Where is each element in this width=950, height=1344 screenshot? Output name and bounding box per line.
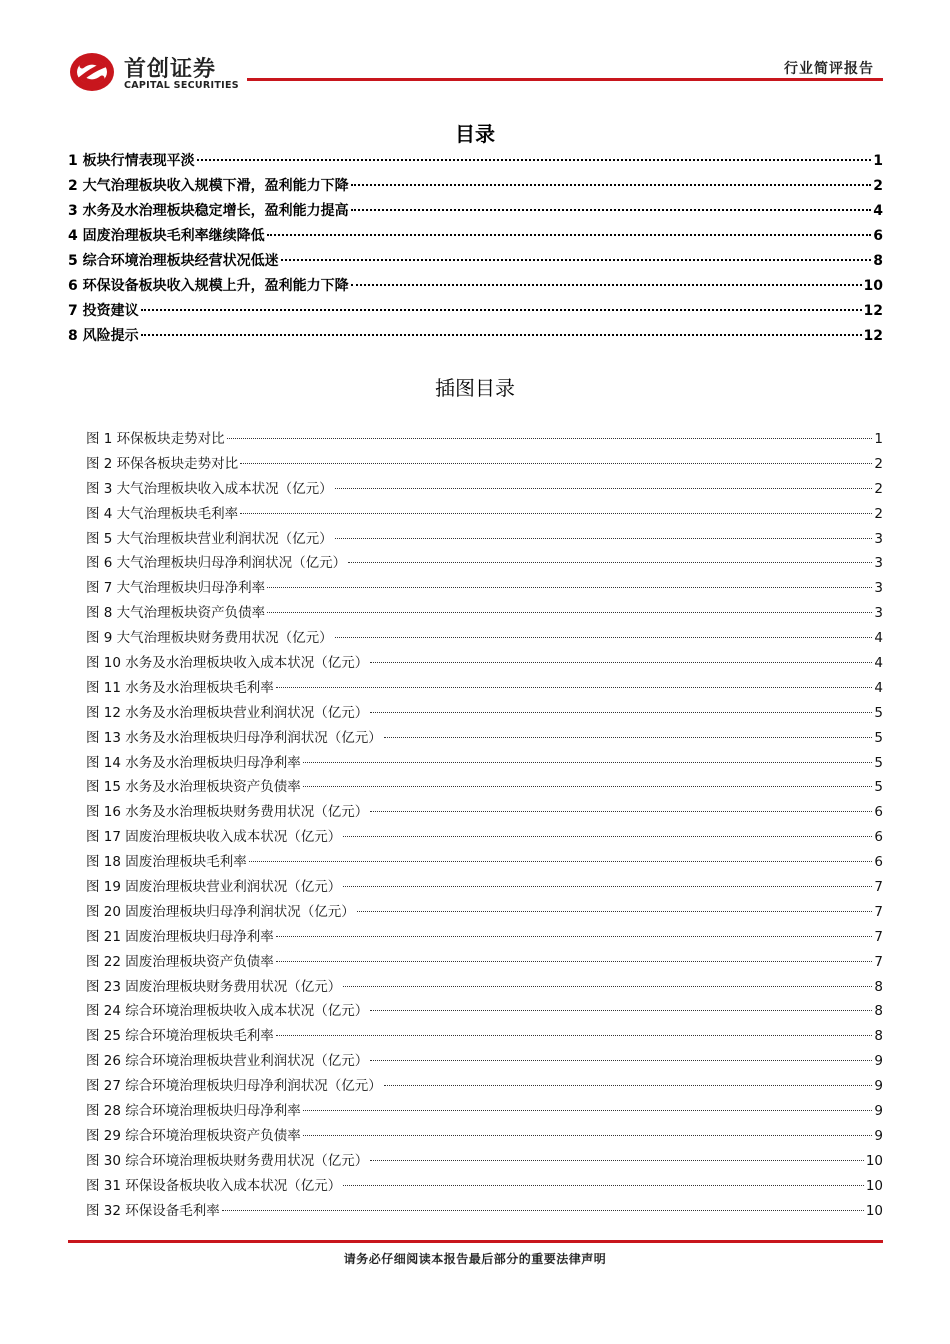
figure-entry-label: 图 4 大气治理板块毛利率	[86, 505, 239, 522]
figure-entry-label: 图 19 固废治理板块营业利润状况（亿元）	[86, 879, 342, 896]
figure-entry[interactable]	[86, 999, 883, 1024]
figure-entry-label: 图 1 环保板块走势对比	[86, 431, 225, 447]
figure-entry-page-number: 7	[874, 928, 883, 945]
figure-entry[interactable]	[86, 1174, 883, 1199]
toc-entry[interactable]	[68, 325, 883, 350]
figure-entry-label: 图 18 固废治理板块毛利率	[86, 854, 247, 871]
dot-leader	[348, 562, 872, 563]
toc-title: 目录	[455, 122, 495, 146]
figure-entry-page-number: 2	[874, 480, 883, 497]
figure-entry-label: 图 28 综合环境治理板块归母净利率	[86, 1103, 301, 1120]
figure-entry[interactable]	[86, 527, 883, 552]
toc-entry-page-number: 12	[863, 303, 883, 319]
dot-leader	[357, 911, 873, 912]
toc-entry-page-number: 4	[873, 203, 883, 219]
header-divider	[247, 78, 883, 81]
figure-entry-label: 图 9 大气治理板块财务费用状况（亿元）	[86, 630, 333, 647]
figure-entry-page-number: 4	[874, 630, 883, 647]
toc-entry-page-number: 12	[863, 328, 883, 344]
figure-entry[interactable]	[86, 502, 883, 527]
report-type-label: 行业简评报告	[784, 61, 874, 77]
figure-entry[interactable]	[86, 1199, 883, 1224]
figure-entry-label: 图 13 水务及水治理板块归母净利润状况（亿元）	[86, 729, 382, 746]
figure-entry-page-number: 9	[874, 1053, 883, 1070]
toc-entry-label: 7 投资建议	[68, 303, 139, 319]
dot-leader	[240, 463, 872, 464]
dot-leader	[343, 986, 872, 987]
dot-leader	[276, 687, 873, 688]
figure-entry-label: 图 21 固废治理板块归母净利率	[86, 928, 274, 945]
toc-entry-label: 4 固废治理板块毛利率继续降低	[68, 228, 265, 244]
toc-entry-label: 1 板块行情表现平淡	[68, 153, 195, 169]
figure-entry[interactable]	[86, 1149, 883, 1174]
figure-entry-page-number: 9	[874, 1127, 883, 1144]
toc-entry[interactable]	[68, 275, 883, 300]
figure-entry-label: 图 30 综合环境治理板块财务费用状况（亿元）	[86, 1152, 369, 1169]
dot-leader	[267, 587, 872, 588]
dot-leader	[370, 1160, 864, 1161]
figure-index-title: 插图目录	[435, 376, 515, 400]
dot-leader	[227, 438, 873, 439]
figure-entry-label: 图 32 环保设备毛利率	[86, 1202, 220, 1219]
figure-entry[interactable]	[86, 950, 883, 975]
figure-entry-label: 图 23 固废治理板块财务费用状况（亿元）	[86, 978, 342, 995]
figure-entry-label: 图 29 综合环境治理板块资产负债率	[86, 1127, 301, 1144]
figure-entry-page-number: 4	[874, 655, 883, 672]
figure-entry[interactable]	[86, 1099, 883, 1124]
figure-entry[interactable]	[86, 626, 883, 651]
figure-entry-page-number: 6	[874, 804, 883, 821]
figure-entry-label: 图 7 大气治理板块归母净利率	[86, 580, 266, 597]
figure-entry-page-number: 9	[874, 1103, 883, 1120]
figure-entry[interactable]	[86, 452, 883, 477]
figure-entry-label: 图 26 综合环境治理板块营业利润状况（亿元）	[86, 1053, 369, 1070]
figure-entry[interactable]	[86, 1024, 883, 1049]
figure-entry-page-number: 8	[874, 1003, 883, 1020]
dot-leader	[303, 762, 873, 763]
figure-entry[interactable]	[86, 850, 883, 875]
figure-entry-page-number: 8	[874, 978, 883, 995]
figure-entry-page-number: 1	[874, 431, 883, 447]
dot-leader	[197, 159, 872, 161]
dot-leader	[343, 886, 872, 887]
dot-leader	[351, 209, 872, 211]
dot-leader	[370, 712, 872, 713]
dot-leader	[370, 662, 872, 663]
figure-entry[interactable]	[86, 726, 883, 751]
dot-leader	[267, 234, 872, 236]
figure-entry[interactable]	[86, 875, 883, 900]
dot-leader	[141, 334, 862, 336]
figure-entry[interactable]	[86, 701, 883, 726]
toc-entry-label: 5 综合环境治理板块经营状况低迷	[68, 253, 279, 269]
toc-entry[interactable]	[68, 225, 883, 250]
toc-entry-page-number: 1	[873, 153, 883, 169]
figure-entry-label: 图 10 水务及水治理板块收入成本状况（亿元）	[86, 655, 369, 672]
toc-entry-label: 2 大气治理板块收入规模下滑，盈利能力下降	[68, 178, 349, 194]
toc-entry[interactable]	[68, 150, 883, 175]
logo-chinese-name: 首创证券	[124, 57, 217, 82]
figure-entry[interactable]	[86, 975, 883, 1000]
dot-leader	[370, 1010, 872, 1011]
dot-leader	[276, 1035, 873, 1036]
figure-entry-page-number: 5	[874, 779, 883, 796]
figure-entry-label: 图 25 综合环境治理板块毛利率	[86, 1028, 274, 1045]
figure-entry-page-number: 7	[874, 879, 883, 896]
footer-divider	[68, 1240, 883, 1243]
dot-leader	[335, 538, 873, 539]
toc-entry[interactable]	[68, 300, 883, 325]
figure-entry-label: 图 5 大气治理板块营业利润状况（亿元）	[86, 530, 333, 547]
figure-entry[interactable]	[86, 651, 883, 676]
dot-leader	[222, 1210, 864, 1211]
figure-entry[interactable]	[86, 1124, 883, 1149]
figure-entry-label: 图 17 固废治理板块收入成本状况（亿元）	[86, 829, 342, 846]
figure-entry-page-number: 6	[874, 829, 883, 846]
figure-entry-page-number: 9	[874, 1078, 883, 1095]
figure-entry-page-number: 3	[874, 605, 883, 622]
figure-entry[interactable]	[86, 551, 883, 576]
dot-leader	[267, 612, 872, 613]
dot-leader	[240, 513, 872, 514]
figure-entry[interactable]	[86, 775, 883, 800]
figure-entry-label: 图 27 综合环境治理板块归母净利润状况（亿元）	[86, 1078, 382, 1095]
dot-leader	[370, 811, 872, 812]
dot-leader	[249, 861, 873, 862]
toc-entry[interactable]	[68, 200, 883, 225]
figure-entry[interactable]	[86, 751, 883, 776]
toc-entry-label: 8 风险提示	[68, 328, 139, 344]
figure-entry-page-number: 5	[874, 729, 883, 746]
dot-leader	[141, 309, 862, 311]
figure-entry-page-number: 2	[874, 455, 883, 472]
figure-entry[interactable]	[86, 1074, 883, 1099]
dot-leader	[303, 1135, 873, 1136]
figure-entry-page-number: 10	[865, 1152, 883, 1169]
figure-entry-label: 图 24 综合环境治理板块收入成本状况（亿元）	[86, 1003, 369, 1020]
figure-entry[interactable]	[86, 925, 883, 950]
figure-entry-label: 图 14 水务及水治理板块归母净利率	[86, 754, 301, 771]
figure-entry-page-number: 2	[874, 505, 883, 522]
figure-entry[interactable]	[86, 601, 883, 626]
figure-entry-page-number: 7	[874, 903, 883, 920]
dot-leader	[335, 637, 873, 638]
figure-entry-page-number: 5	[874, 704, 883, 721]
toc-entry[interactable]	[68, 250, 883, 275]
figure-entry-page-number: 3	[874, 530, 883, 547]
dot-leader	[335, 488, 873, 489]
figure-entry-page-number: 8	[874, 1028, 883, 1045]
figure-entry-label: 图 2 环保各板块走势对比	[86, 455, 239, 472]
dot-leader	[384, 1085, 873, 1086]
toc-entry-label: 3 水务及水治理板块稳定增长，盈利能力提高	[68, 203, 349, 219]
dot-leader	[276, 961, 873, 962]
figure-entry-page-number: 3	[874, 555, 883, 572]
figure-entry[interactable]	[86, 800, 883, 825]
figure-entry-label: 图 8 大气治理板块资产负债率	[86, 605, 266, 622]
dot-leader	[351, 184, 872, 186]
figure-entry-page-number: 7	[874, 953, 883, 970]
toc-entry[interactable]	[68, 175, 883, 200]
page-header	[0, 0, 950, 100]
toc-entry-page-number: 2	[873, 178, 883, 194]
figure-entry-label: 图 3 大气治理板块收入成本状况（亿元）	[86, 480, 333, 497]
figure-entry-page-number: 3	[874, 580, 883, 597]
figure-entry[interactable]	[86, 576, 883, 601]
dot-leader	[276, 936, 873, 937]
figure-entry-label: 图 15 水务及水治理板块资产负债率	[86, 779, 301, 796]
figure-entry-label: 图 11 水务及水治理板块毛利率	[86, 679, 274, 696]
figure-entry-label: 图 31 环保设备板块收入成本状况（亿元）	[86, 1177, 342, 1194]
legal-disclaimer: 请务必仔细阅读本报告最后部分的重要法律声明	[343, 1252, 607, 1266]
figure-entry[interactable]	[86, 825, 883, 850]
figure-entry-page-number: 10	[865, 1177, 883, 1194]
table-of-contents	[68, 150, 883, 350]
figure-entry-label: 图 16 水务及水治理板块财务费用状况（亿元）	[86, 804, 369, 821]
figure-entry-page-number: 5	[874, 754, 883, 771]
figure-entry-page-number: 10	[865, 1202, 883, 1219]
figure-entry-label: 图 12 水务及水治理板块营业利润状况（亿元）	[86, 704, 369, 721]
figure-entry[interactable]	[86, 477, 883, 502]
figure-entry-page-number: 6	[874, 854, 883, 871]
dot-leader	[281, 259, 872, 261]
toc-entry-page-number: 6	[873, 228, 883, 244]
dot-leader	[384, 737, 873, 738]
figure-entry-label: 图 6 大气治理板块归母净利润状况（亿元）	[86, 555, 347, 572]
dot-leader	[303, 786, 873, 787]
toc-entry-label: 6 环保设备板块收入规模上升，盈利能力下降	[68, 278, 349, 294]
dot-leader	[303, 1110, 873, 1111]
figure-index	[86, 427, 883, 1224]
capital-securities-logo-icon	[68, 50, 116, 94]
dot-leader	[343, 1185, 864, 1186]
figure-entry[interactable]	[86, 676, 883, 701]
figure-entry-page-number: 4	[874, 679, 883, 696]
dot-leader	[351, 284, 862, 286]
figure-entry[interactable]	[86, 427, 883, 452]
figure-entry[interactable]	[86, 1049, 883, 1074]
dot-leader	[343, 836, 872, 837]
figure-entry[interactable]	[86, 900, 883, 925]
toc-entry-page-number: 10	[863, 278, 883, 294]
dot-leader	[370, 1060, 872, 1061]
toc-entry-page-number: 8	[873, 253, 883, 269]
company-logo	[68, 50, 258, 100]
logo-english-name: CAPITAL SECURITIES	[124, 80, 239, 91]
figure-entry-label: 图 22 固废治理板块资产负债率	[86, 953, 274, 970]
figure-entry-label: 图 20 固废治理板块归母净利润状况（亿元）	[86, 903, 355, 920]
